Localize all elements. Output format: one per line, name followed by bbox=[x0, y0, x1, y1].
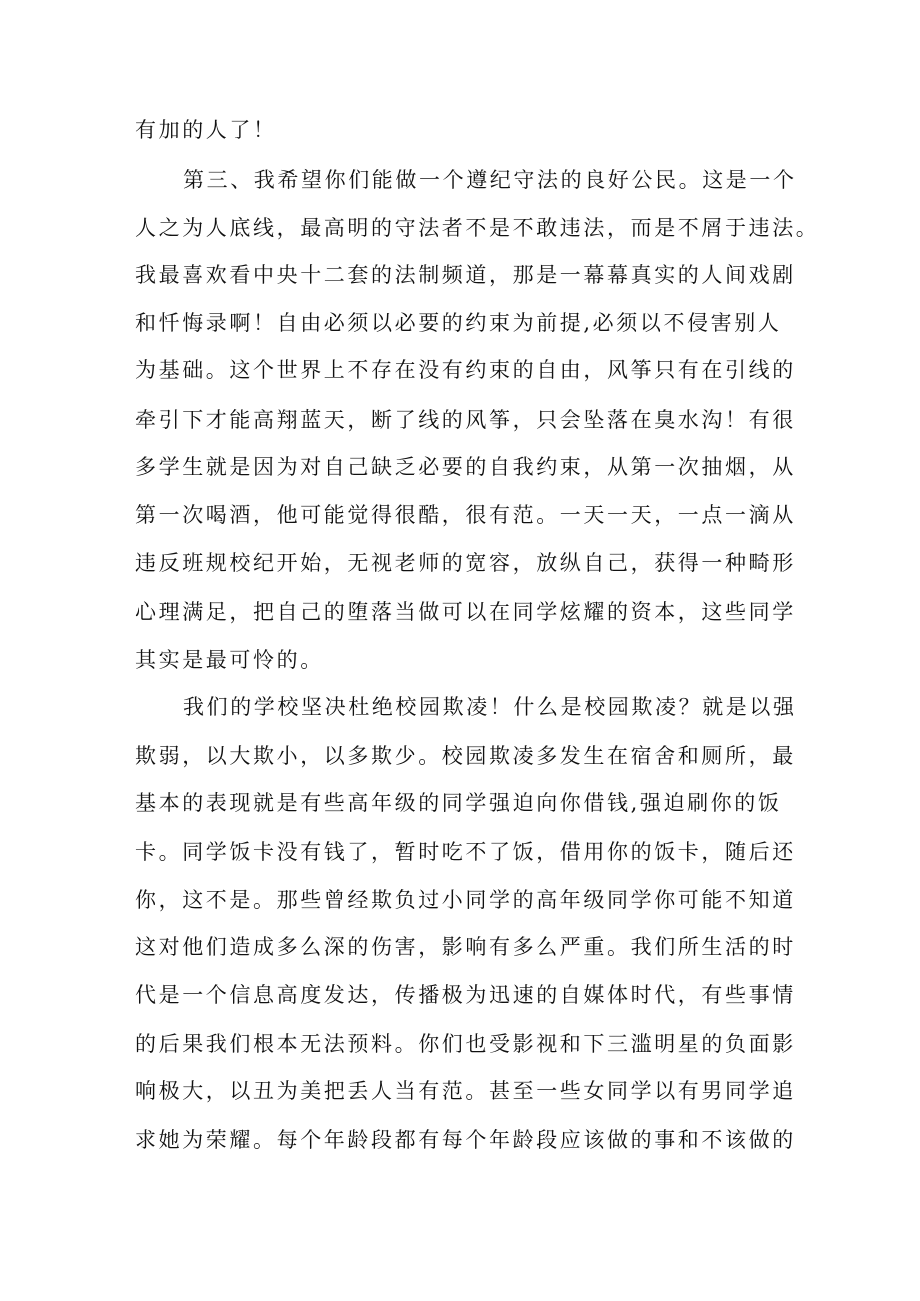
text-line: 其实是最可怜的。 bbox=[135, 648, 324, 672]
paragraph-start-line: 第三、我希望你们能做一个遵纪守法的良好公民。这是一个 bbox=[183, 168, 797, 192]
text-line: 代是一个信息高度发达，传播极为迅速的自媒体时代，有些事情 bbox=[135, 983, 796, 1007]
text-line: 人之为人底线，最高明的守法者不是不敢违法，而是不屑于违法。 bbox=[135, 216, 820, 240]
text-line: 求她为荣耀。每个年龄段都有每个年龄段应该做的事和不该做的 bbox=[135, 1128, 796, 1152]
text-line: 多学生就是因为对自己缺乏必要的自我约束，从第一次抽烟，从 bbox=[135, 455, 796, 479]
text-line: 基本的表现就是有些高年级的同学强迫向你借钱,强迫刷你的饭 bbox=[135, 791, 782, 815]
text-line: 为基础。这个世界上不存在没有约束的自由，风筝只有在引线的 bbox=[135, 358, 796, 382]
text-line: 有加的人了！ bbox=[135, 118, 277, 142]
text-line: 第一次喝酒，他可能觉得很酷，很有范。一天一天，一点一滴从 bbox=[135, 503, 796, 527]
text-line: 牵引下才能高翔蓝天，断了线的风筝，只会坠落在臭水沟！有很 bbox=[135, 408, 796, 432]
text-line: 的后果我们根本无法预料。你们也受影视和下三滥明星的负面影 bbox=[135, 1032, 796, 1056]
text-line: 卡。同学饭卡没有钱了，暂时吃不了饭，借用你的饭卡，随后还 bbox=[135, 840, 796, 864]
text-line: 心理满足，把自己的堕落当做可以在同学炫耀的资本，这些同学 bbox=[135, 600, 796, 624]
text-line: 响极大，以丑为美把丢人当有范。甚至一些女同学以有男同学追 bbox=[135, 1079, 796, 1103]
text-line: 和忏悔录啊！自由必须以必要的约束为前提,必须以不侵害别人 bbox=[135, 311, 782, 335]
text-line: 你，这不是。那些曾经欺负过小同学的高年级同学你可能不知道 bbox=[135, 888, 796, 912]
text-line: 我最喜欢看中央十二套的法制频道，那是一幕幕真实的人间戏剧 bbox=[135, 263, 796, 287]
text-line: 欺弱，以大欺小，以多欺少。校园欺凌多发生在宿舍和厕所，最 bbox=[135, 744, 796, 768]
text-line: 违反班规校纪开始，无视老师的宽容，放纵自己，获得一种畸形 bbox=[135, 551, 796, 575]
text-line: 这对他们造成多么深的伤害，影响有多么严重。我们所生活的时 bbox=[135, 935, 796, 959]
paragraph-start-line: 我们的学校坚决杜绝校园欺凌！什么是校园欺凌？就是以强 bbox=[183, 695, 797, 719]
